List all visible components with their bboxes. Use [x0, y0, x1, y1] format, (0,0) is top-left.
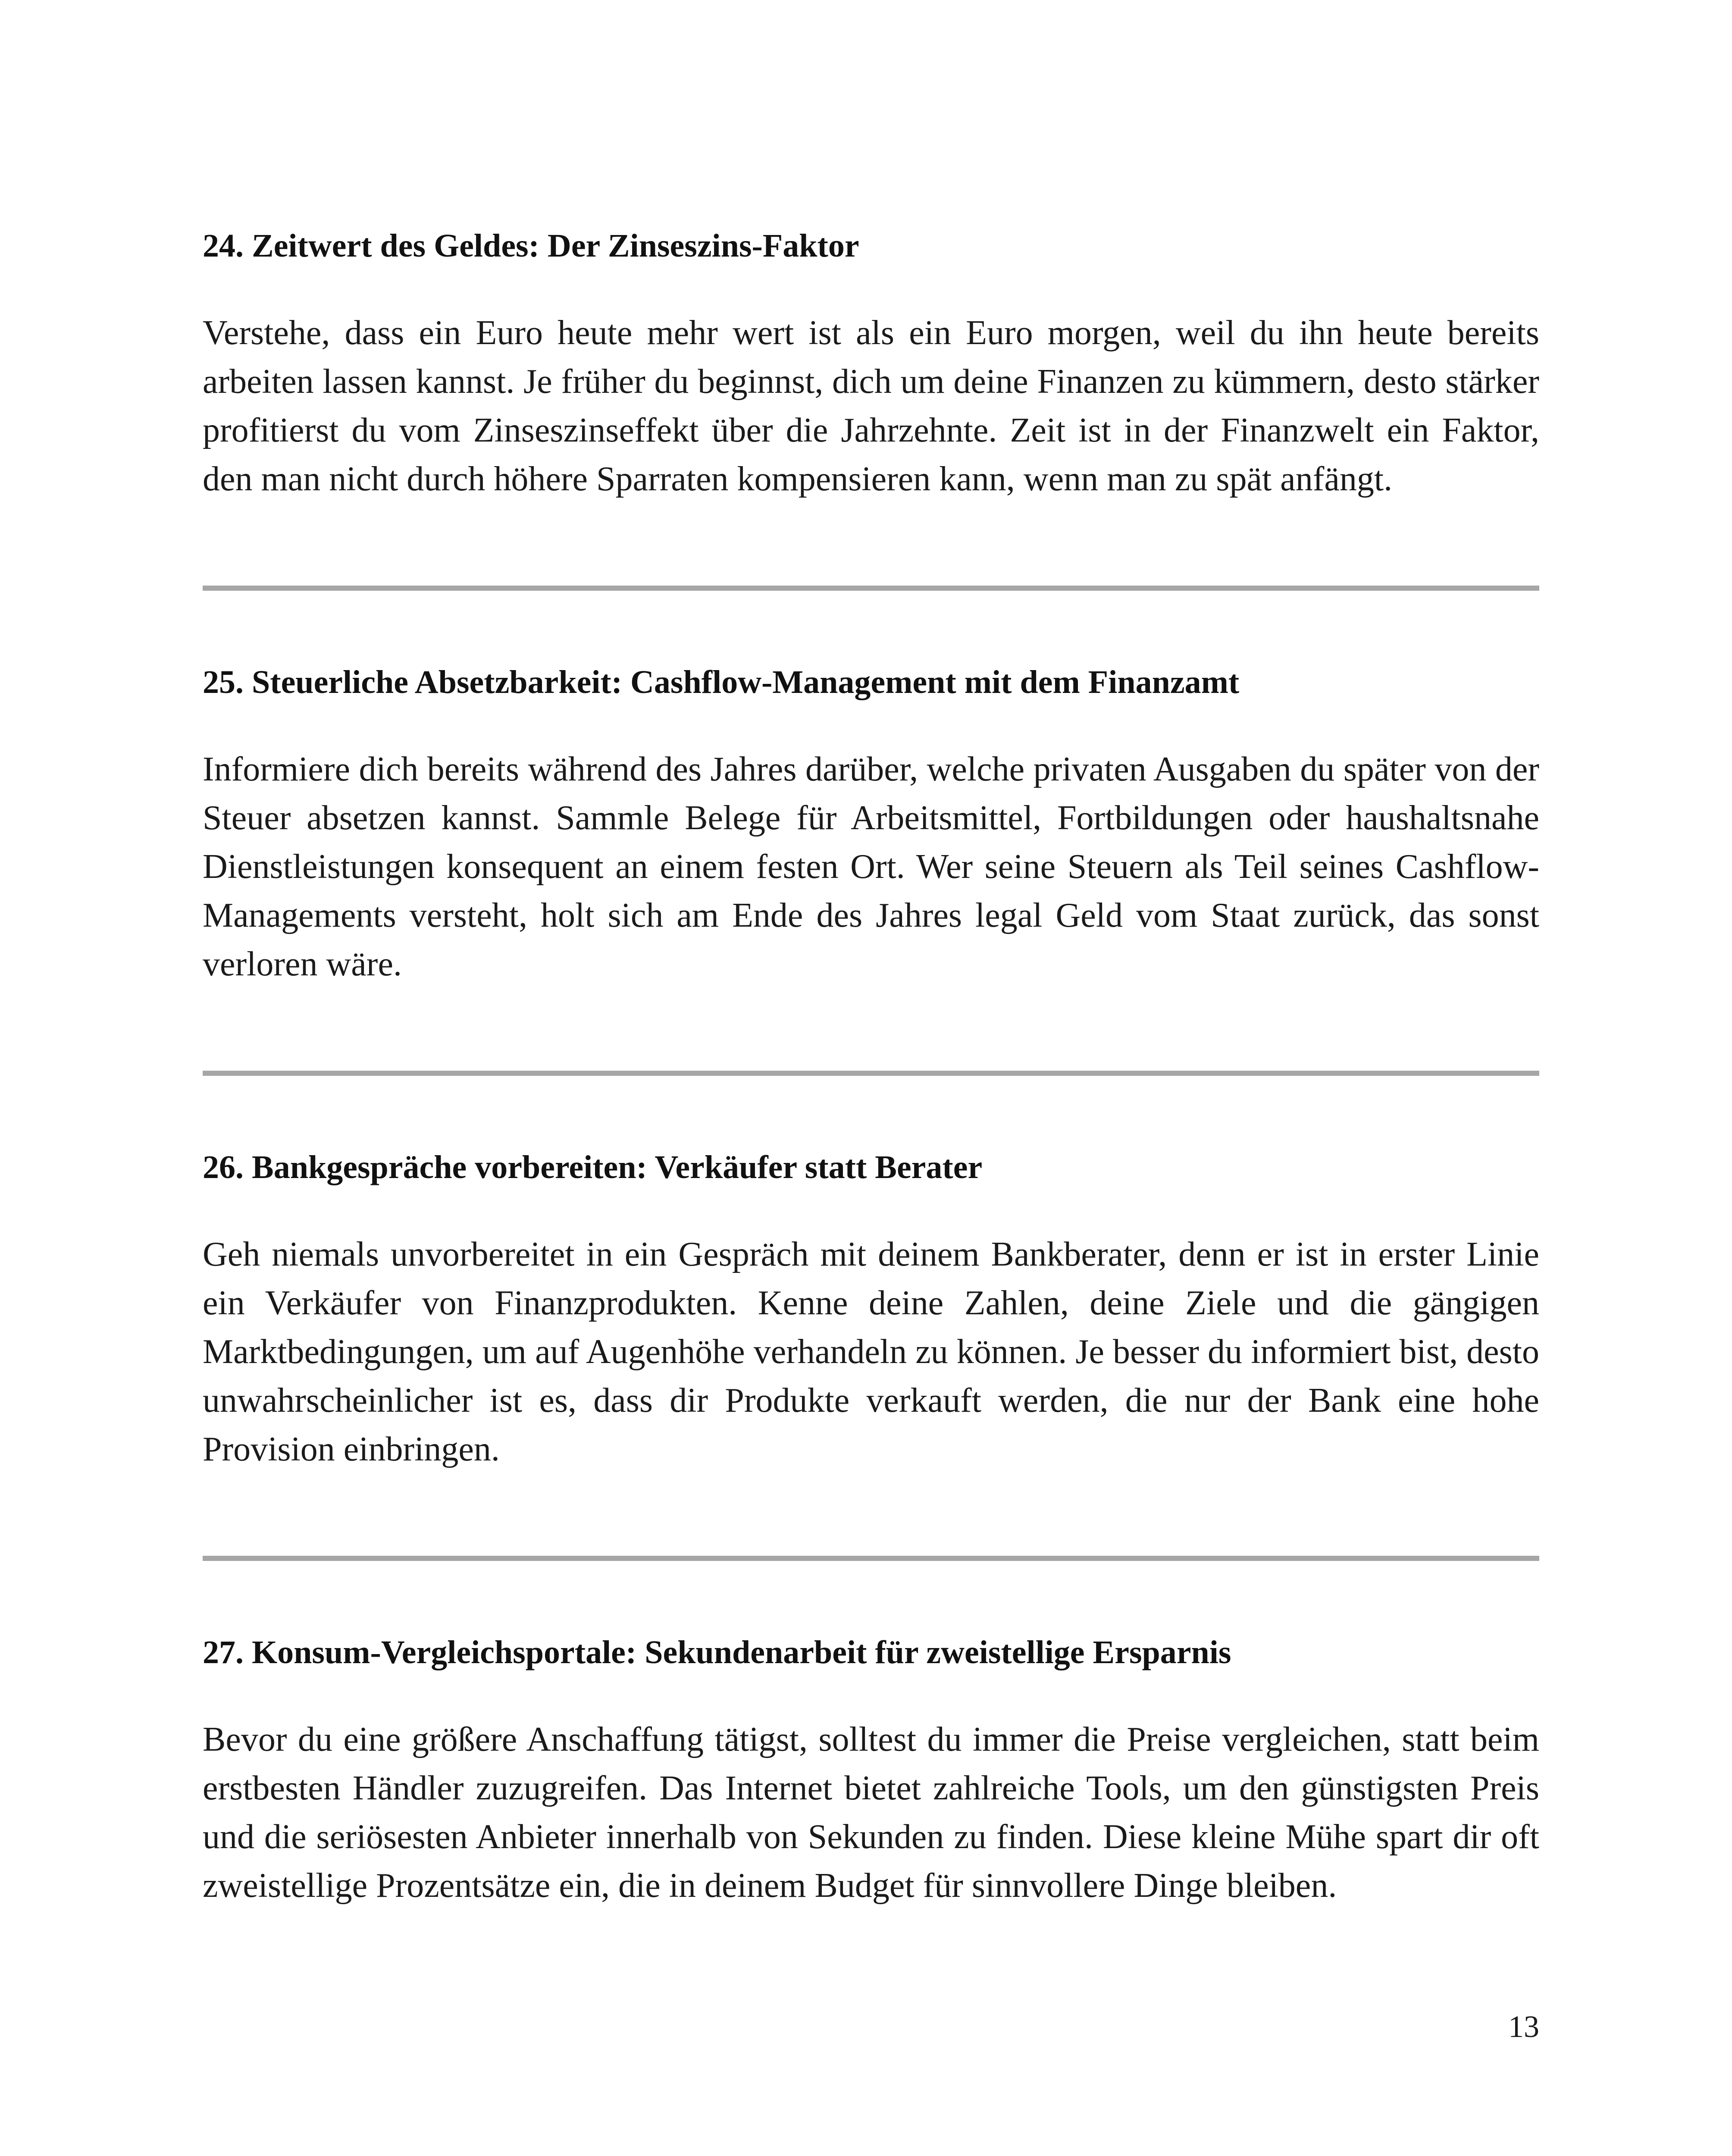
section-25 [203, 661, 1539, 989]
section-body: Geh niemals unvorbereitet in ein Gespräch mit deinem Bankberater, denn er ist in erster Linie ein Verkäufer von Finanzprodukten. Kenne deine Zahlen, deine Ziele und die gängigen Marktbedingungen, um auf Augenhöhe verhandeln zu können. Je besser du informiert bist, desto unwahrscheinlicher ist es, dass dir Produkte verkauft werden, die nur der Bank eine hohe Provision einbringen. [203, 1235, 1539, 1468]
section-heading: 27. Konsum-Vergleichsportale: Sekundenarbeit für zweistellige Ersparnis [203, 1634, 1231, 1670]
section-heading: 24. Zeitwert des Geldes: Der Zinseszins-Faktor [203, 228, 859, 264]
section-divider [203, 1071, 1539, 1076]
section-body: Informiere dich bereits während des Jahres darüber, welche privaten Ausgaben du später von der Steuer absetzen kannst. Sammle Belege für Arbeitsmittel, Fortbildungen oder haushaltsnahe Dienstleistungen konsequent an einem festen Ort. Wer seine Steuern als Teil seines Cashflow-Managements versteht, holt sich am Ende des Jahres legal Geld vom Staat zurück, das sonst verloren wäre. [203, 750, 1539, 983]
document-page [203, 224, 1539, 1910]
section-divider [203, 586, 1539, 591]
section-24 [203, 224, 1539, 504]
section-27 [203, 1631, 1539, 1910]
section-body: Bevor du eine größere Anschaffung tätigst, solltest du immer die Preise vergleichen, statt beim erstbesten Händler zuzugreifen. Das Internet bietet zahlreiche Tools, um den günstigsten Preis und die seriösesten Anbieter innerhalb von Sekunden zu finden. Diese kleine Mühe spart dir oft zweistellige Prozentsätze ein, die in deinem Budget für sinnvollere Dinge bleiben. [203, 1720, 1539, 1905]
section-divider [203, 1556, 1539, 1561]
section-26 [203, 1146, 1539, 1474]
page-number: 13 [1508, 2009, 1539, 2044]
section-heading: 26. Bankgespräche vorbereiten: Verkäufer statt Berater [203, 1149, 983, 1185]
section-heading: 25. Steuerliche Absetzbarkeit: Cashflow-Management mit dem Finanzamt [203, 664, 1240, 700]
section-body: Verstehe, dass ein Euro heute mehr wert ist als ein Euro morgen, weil du ihn heute bereits arbeiten lassen kannst. Je früher du beginnst, dich um deine Finanzen zu kümmern, desto stärker profitierst du vom Zinseszinseffekt über die Jahrzehnte. Zeit ist in der Finanzwelt ein Faktor, den man nicht durch höhere Sparraten kompensieren kann, wenn man zu spät anfängt. [203, 314, 1539, 498]
